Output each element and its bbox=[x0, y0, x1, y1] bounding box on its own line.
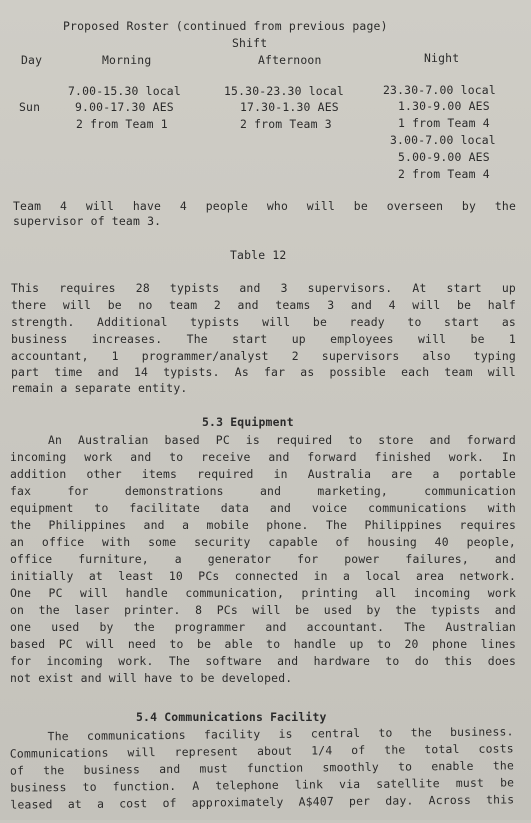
paragraph-line: An Australian based PC is required to store and forward bbox=[48, 433, 516, 447]
paragraph-line: of the business and must function smoothly to enable the bbox=[9, 758, 515, 778]
afternoon-cell: 17.30-1.30 AES bbox=[240, 100, 339, 114]
morning-cell: 2 from Team 1 bbox=[76, 117, 168, 131]
section-heading: 5.4 Communications Facility bbox=[136, 710, 327, 724]
paragraph-line: on the laser printer. 8 PCs will be used by the typists and bbox=[10, 603, 516, 617]
paragraph-line: accountant, 1 programmer/analyst 2 supervisors also typing bbox=[11, 349, 516, 363]
paragraph-line: strength. Additional typists will be ready to start as bbox=[11, 315, 516, 329]
night-cell: 3.00-7.00 local bbox=[390, 133, 496, 147]
paragraph-line: This requires 28 typists and 3 supervisors. At start up bbox=[11, 281, 516, 295]
night-cell: 1.30-9.00 AES bbox=[398, 99, 490, 113]
paragraph-line: fax for demonstrations and marketing, communication bbox=[10, 484, 516, 498]
paragraph-line: incoming work and to receive and forward finished work. In bbox=[10, 450, 516, 464]
paragraph-line: one used by the programmer and accountant. The Australian bbox=[10, 620, 516, 634]
night-cell: 5.00-9.00 AES bbox=[398, 150, 490, 164]
roster-day: Sun bbox=[19, 100, 41, 114]
section-heading: 5.3 Equipment bbox=[202, 415, 294, 429]
afternoon-cell: 2 from Team 3 bbox=[240, 117, 332, 131]
paragraph-line: The communications facility is central to the business. bbox=[47, 724, 514, 744]
paragraph-line: for incoming work. The software and hardware to do this does bbox=[10, 654, 516, 668]
col-morning-header: Morning bbox=[102, 53, 152, 67]
col-day-header: Day bbox=[21, 53, 43, 67]
paragraph-line: remain a separate entity. bbox=[11, 381, 188, 395]
night-cell: 2 from Team 4 bbox=[398, 167, 490, 181]
roster-note-line: supervisor of team 3. bbox=[13, 214, 162, 228]
paragraph-line: an office with some security capable of housing 40 people, bbox=[10, 535, 516, 549]
paragraph-line: the Philippines and a mobile phone. The Philippines requires bbox=[10, 518, 516, 532]
paragraph-line: Communications will represent about 1/4 of the total costs bbox=[9, 741, 514, 761]
afternoon-cell: 15.30-23.30 local bbox=[224, 84, 344, 98]
paragraph-line: initially at least 10 PCs connected in a local area network. bbox=[10, 569, 516, 583]
shift-label: Shift bbox=[232, 36, 268, 50]
paragraph-line: business to function. A telephone link via satellite must be bbox=[10, 775, 515, 795]
paragraph-line: equipment to facilitate data and voice communications with bbox=[10, 501, 516, 515]
paragraph-line: there will be no team 2 and teams 3 and 4 will be half bbox=[11, 298, 516, 312]
night-cell: 1 from Team 4 bbox=[398, 116, 490, 130]
night-cell: 23.30-7.00 local bbox=[383, 83, 496, 97]
morning-cell: 7.00-15.30 local bbox=[68, 84, 181, 98]
col-afternoon-header: Afternoon bbox=[258, 53, 322, 67]
roster-note-line: Team 4 will have 4 people who will be overseen by the bbox=[13, 199, 516, 213]
roster-title: Proposed Roster (continued from previous page) bbox=[63, 19, 388, 33]
paragraph-line: not exist and will have to be developed. bbox=[10, 671, 293, 685]
table-caption: Table 12 bbox=[230, 248, 287, 262]
paragraph-line: One PC will handle communication, printing all incoming work bbox=[10, 586, 516, 600]
col-night-header: Night bbox=[424, 51, 460, 65]
paragraph-line: leased at a cost of approximately A$407 per day. Across this bbox=[10, 792, 515, 812]
morning-cell: 9.00-17.30 AES bbox=[75, 100, 174, 114]
paragraph-line: based PC will need to be able to handle up to 20 phone lines bbox=[10, 637, 516, 651]
paragraph-line: business increases. The start up employees will be 1 bbox=[11, 332, 516, 346]
paragraph-line: addition other items required in Australia are a portable bbox=[10, 467, 516, 481]
paragraph-line: part time and 14 typists. As far as possible each team will bbox=[11, 365, 516, 379]
paragraph-line: office furniture, a generator for power failures, and bbox=[10, 552, 516, 566]
